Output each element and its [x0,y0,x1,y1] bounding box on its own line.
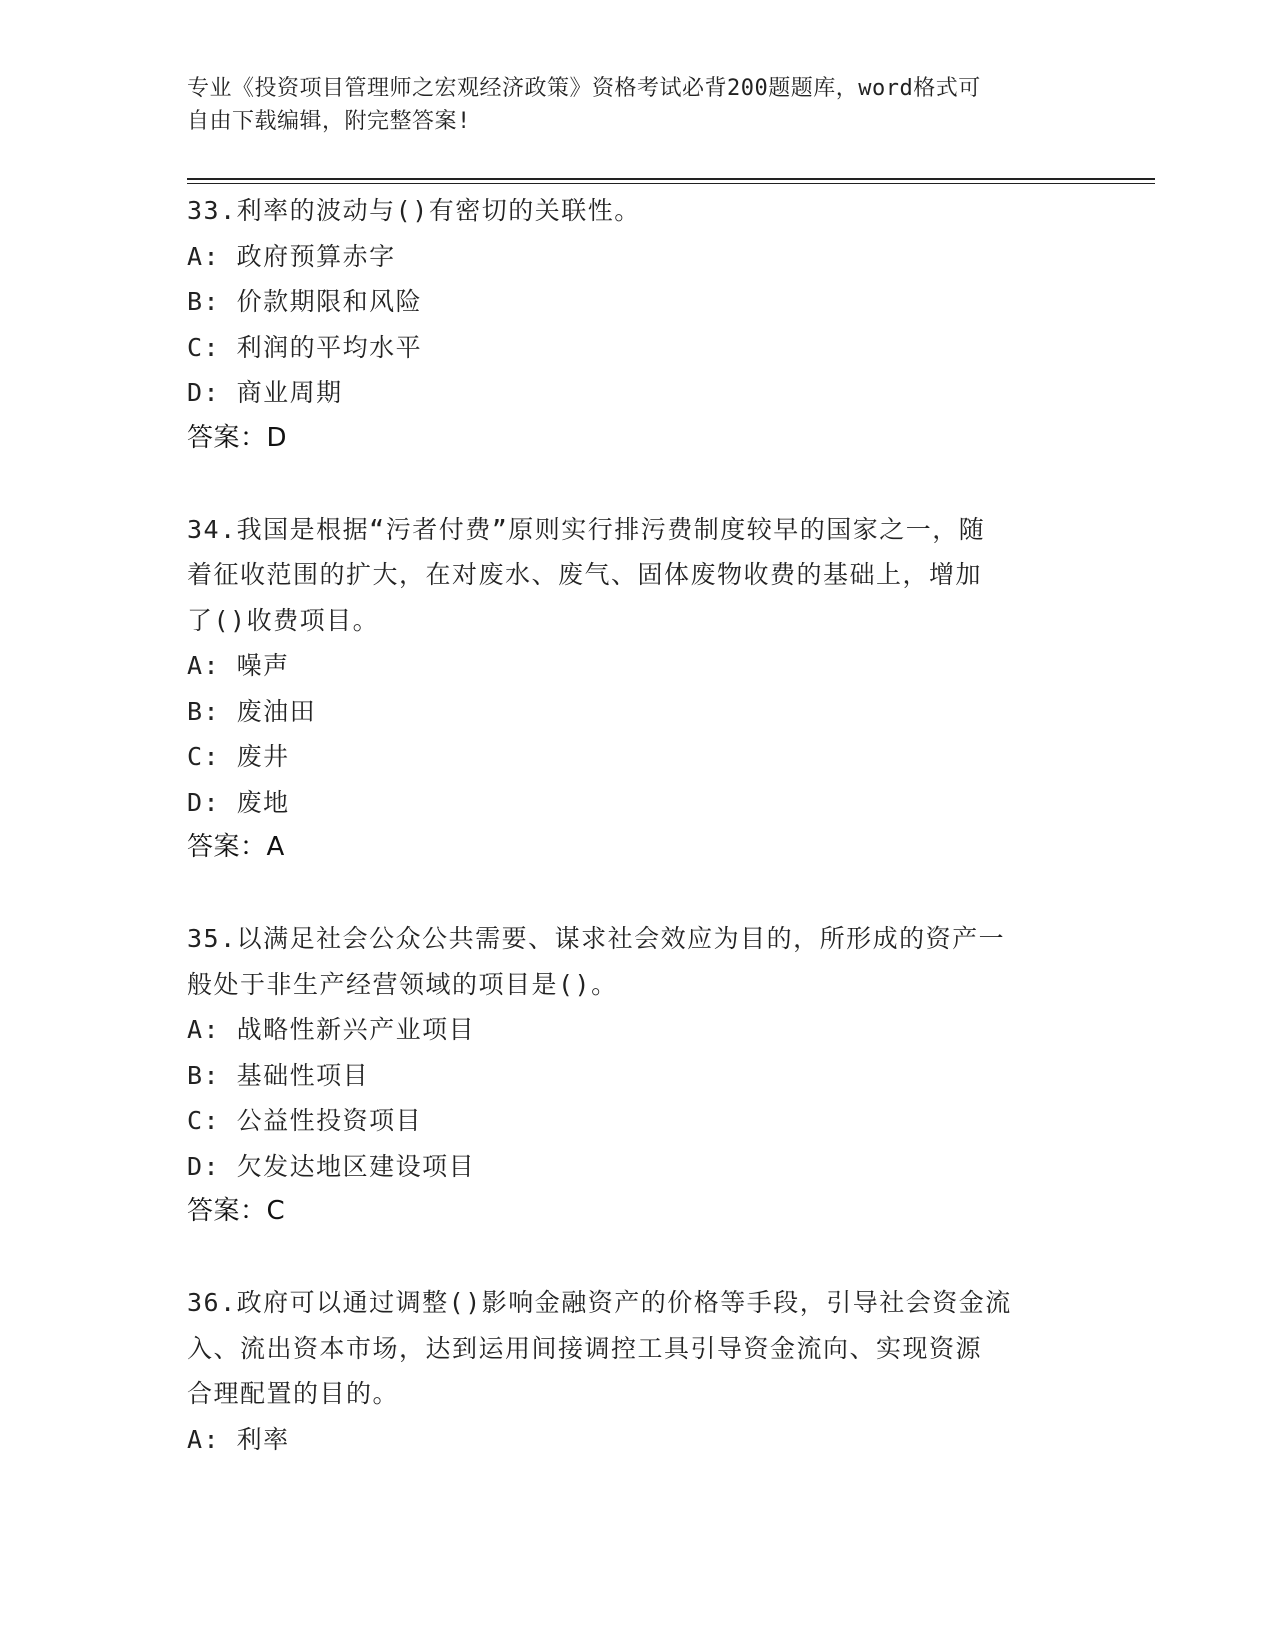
option-d: D: 商业周期 [187,378,343,407]
header-divider-thin [187,183,1155,184]
question-stem-line: 36.政府可以通过调整()影响金融资产的价格等手段，引导社会资金流 [187,1288,1012,1317]
option-c: C: 利润的平均水平 [187,332,423,362]
document-intro [187,72,1087,138]
answer: 答案：C [187,1196,286,1226]
option-b: B: 废油田 [187,696,317,726]
option-a: A: 噪声 [187,651,290,680]
question-stem-line: 般处于非生产经营领域的项目是()。 [187,969,618,999]
question-stem-line: 着征收范围的扩大，在对废水、废气、固体废物收费的基础上，增加 [187,560,983,589]
answer: 答案：A [187,832,285,862]
question-35 [187,916,1087,1235]
question-stem-line: 35.以满足社会公众公共需要、谋求社会效应为目的，所形成的资产一 [187,924,1006,953]
question-stem-line: 入、流出资本市场，达到运用间接调控工具引导资金流向、实现资源 [187,1333,983,1363]
question-list [187,188,1087,1462]
option-b: B: 价款期限和风险 [187,287,423,316]
option-a: A: 政府预算赤字 [187,241,396,271]
question-stem-line: 34.我国是根据“污者付费”原则实行排污费制度较早的国家之一，随 [187,514,986,544]
option-c: C: 废井 [187,742,290,771]
question-36 [187,1280,1087,1462]
header-divider-thick [187,178,1155,180]
option-a: A: 战略性新兴产业项目 [187,1015,476,1044]
question-spacer [187,1235,1087,1281]
option-d: D: 废地 [187,787,290,817]
intro-line-1: 专业《投资项目管理师之宏观经济政策》资格考试必背200题题库，word格式可 [187,76,981,101]
question-33 [187,188,1087,461]
option-b: B: 基础性项目 [187,1060,370,1090]
question-stem-line: 合理配置的目的。 [187,1379,400,1408]
question-stem-line: 了()收费项目。 [187,605,380,635]
option-c: C: 公益性投资项目 [187,1106,423,1135]
question-spacer [187,871,1087,917]
question-spacer [187,461,1087,507]
option-a: A: 利率 [187,1424,290,1454]
intro-line-2: 自由下载编辑，附完整答案! [187,109,471,134]
option-d: D: 欠发达地区建设项目 [187,1151,476,1181]
question-34 [187,507,1087,871]
question-stem-line: 33.利率的波动与()有密切的关联性。 [187,196,641,225]
answer: 答案：D [187,422,288,453]
